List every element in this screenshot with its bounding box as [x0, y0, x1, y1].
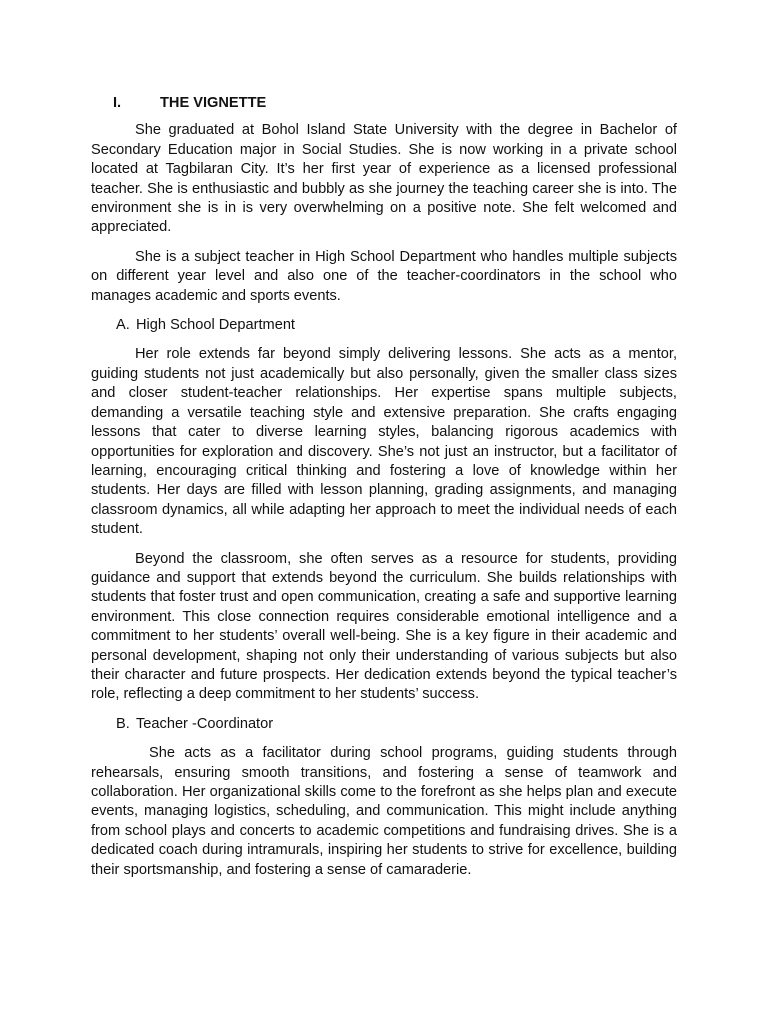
- section-number: I.: [113, 95, 122, 111]
- subsection-a-title: High School Department: [136, 317, 295, 334]
- section-heading: [91, 94, 677, 113]
- subsection-b-letter: B.: [116, 715, 130, 732]
- subsection-a-letter: A.: [116, 317, 130, 334]
- document-page: [91, 94, 677, 890]
- subsection-a-heading: [91, 316, 677, 335]
- subsection-a-paragraph-1: Her role extends far beyond simply delivering lessons. She acts as a mentor, guiding students not just academically but also personally, given the smaller class sizes and closer student-teacher relationships. Her expertise spans multiple subjects, demanding a versatile teaching style and extensive preparation. She crafts engaging lessons that cater to diverse learning styles, balancing rigorous academics with opportunities for exploration and discovery. She’s not just an instructor, but a facilitator of learning, encouraging critical thinking and fostering a love of knowledge within her students. Her days are filled with lesson planning, grading assignments, and managing classroom dynamics, all while adapting her approach to meet the individual needs of each student.: [91, 346, 677, 538]
- subsection-b-title: Teacher -Coordinator: [136, 715, 274, 732]
- intro-paragraph-1: She graduated at Bohol Island State University with the degree in Bachelor of Secondary Education major in Social Studies. She is now working in a private school located at Tagbilaran City. It’s her first year of experience as a licensed professional teacher. She is enthusiastic and bubbly as she journey the teaching career she is into. The environment she is in is very overwhelming on a positive note. She felt welcomed and appreciated.: [91, 122, 677, 236]
- subsection-b-paragraph-1: She acts as a facilitator during school programs, guiding students through rehearsals, ensuring smooth transitions, and fostering a sense of teamwork and collaboration. Her organizational skills come to the forefront as she helps plan and execute events, managing logistics, scheduling, and communication. This might include anything from school plays and concerts to academic competitions and fundraising drives. She is a dedicated coach during intramurals, inspiring her students to strive for excellence, building their sportsmanship, and fostering a sense of camaraderie.: [91, 745, 677, 878]
- intro-paragraph-2: She is a subject teacher in High School Department who handles multiple subjects on different year level and also one of the teacher-coordinators in the school who manages academic and sports events.: [91, 248, 677, 304]
- subsection-a-paragraph-2: Beyond the classroom, she often serves as a resource for students, providing guidance and support that extends beyond the curriculum. She builds relationships with students that foster trust and open communication, creating a safe and supportive learning environment. This close connection requires considerable emotional intelligence and a commitment to her students’ overall well-being. She is a key figure in their academic and personal development, shaping not only their understanding of various subjects but also their character and future prospects. Her dedication extends beyond the typical teacher’s role, reflecting a deep commitment to her students’ success.: [91, 550, 677, 703]
- subsection-b-heading: [91, 715, 677, 734]
- section-title: THE VIGNETTE: [160, 95, 267, 111]
